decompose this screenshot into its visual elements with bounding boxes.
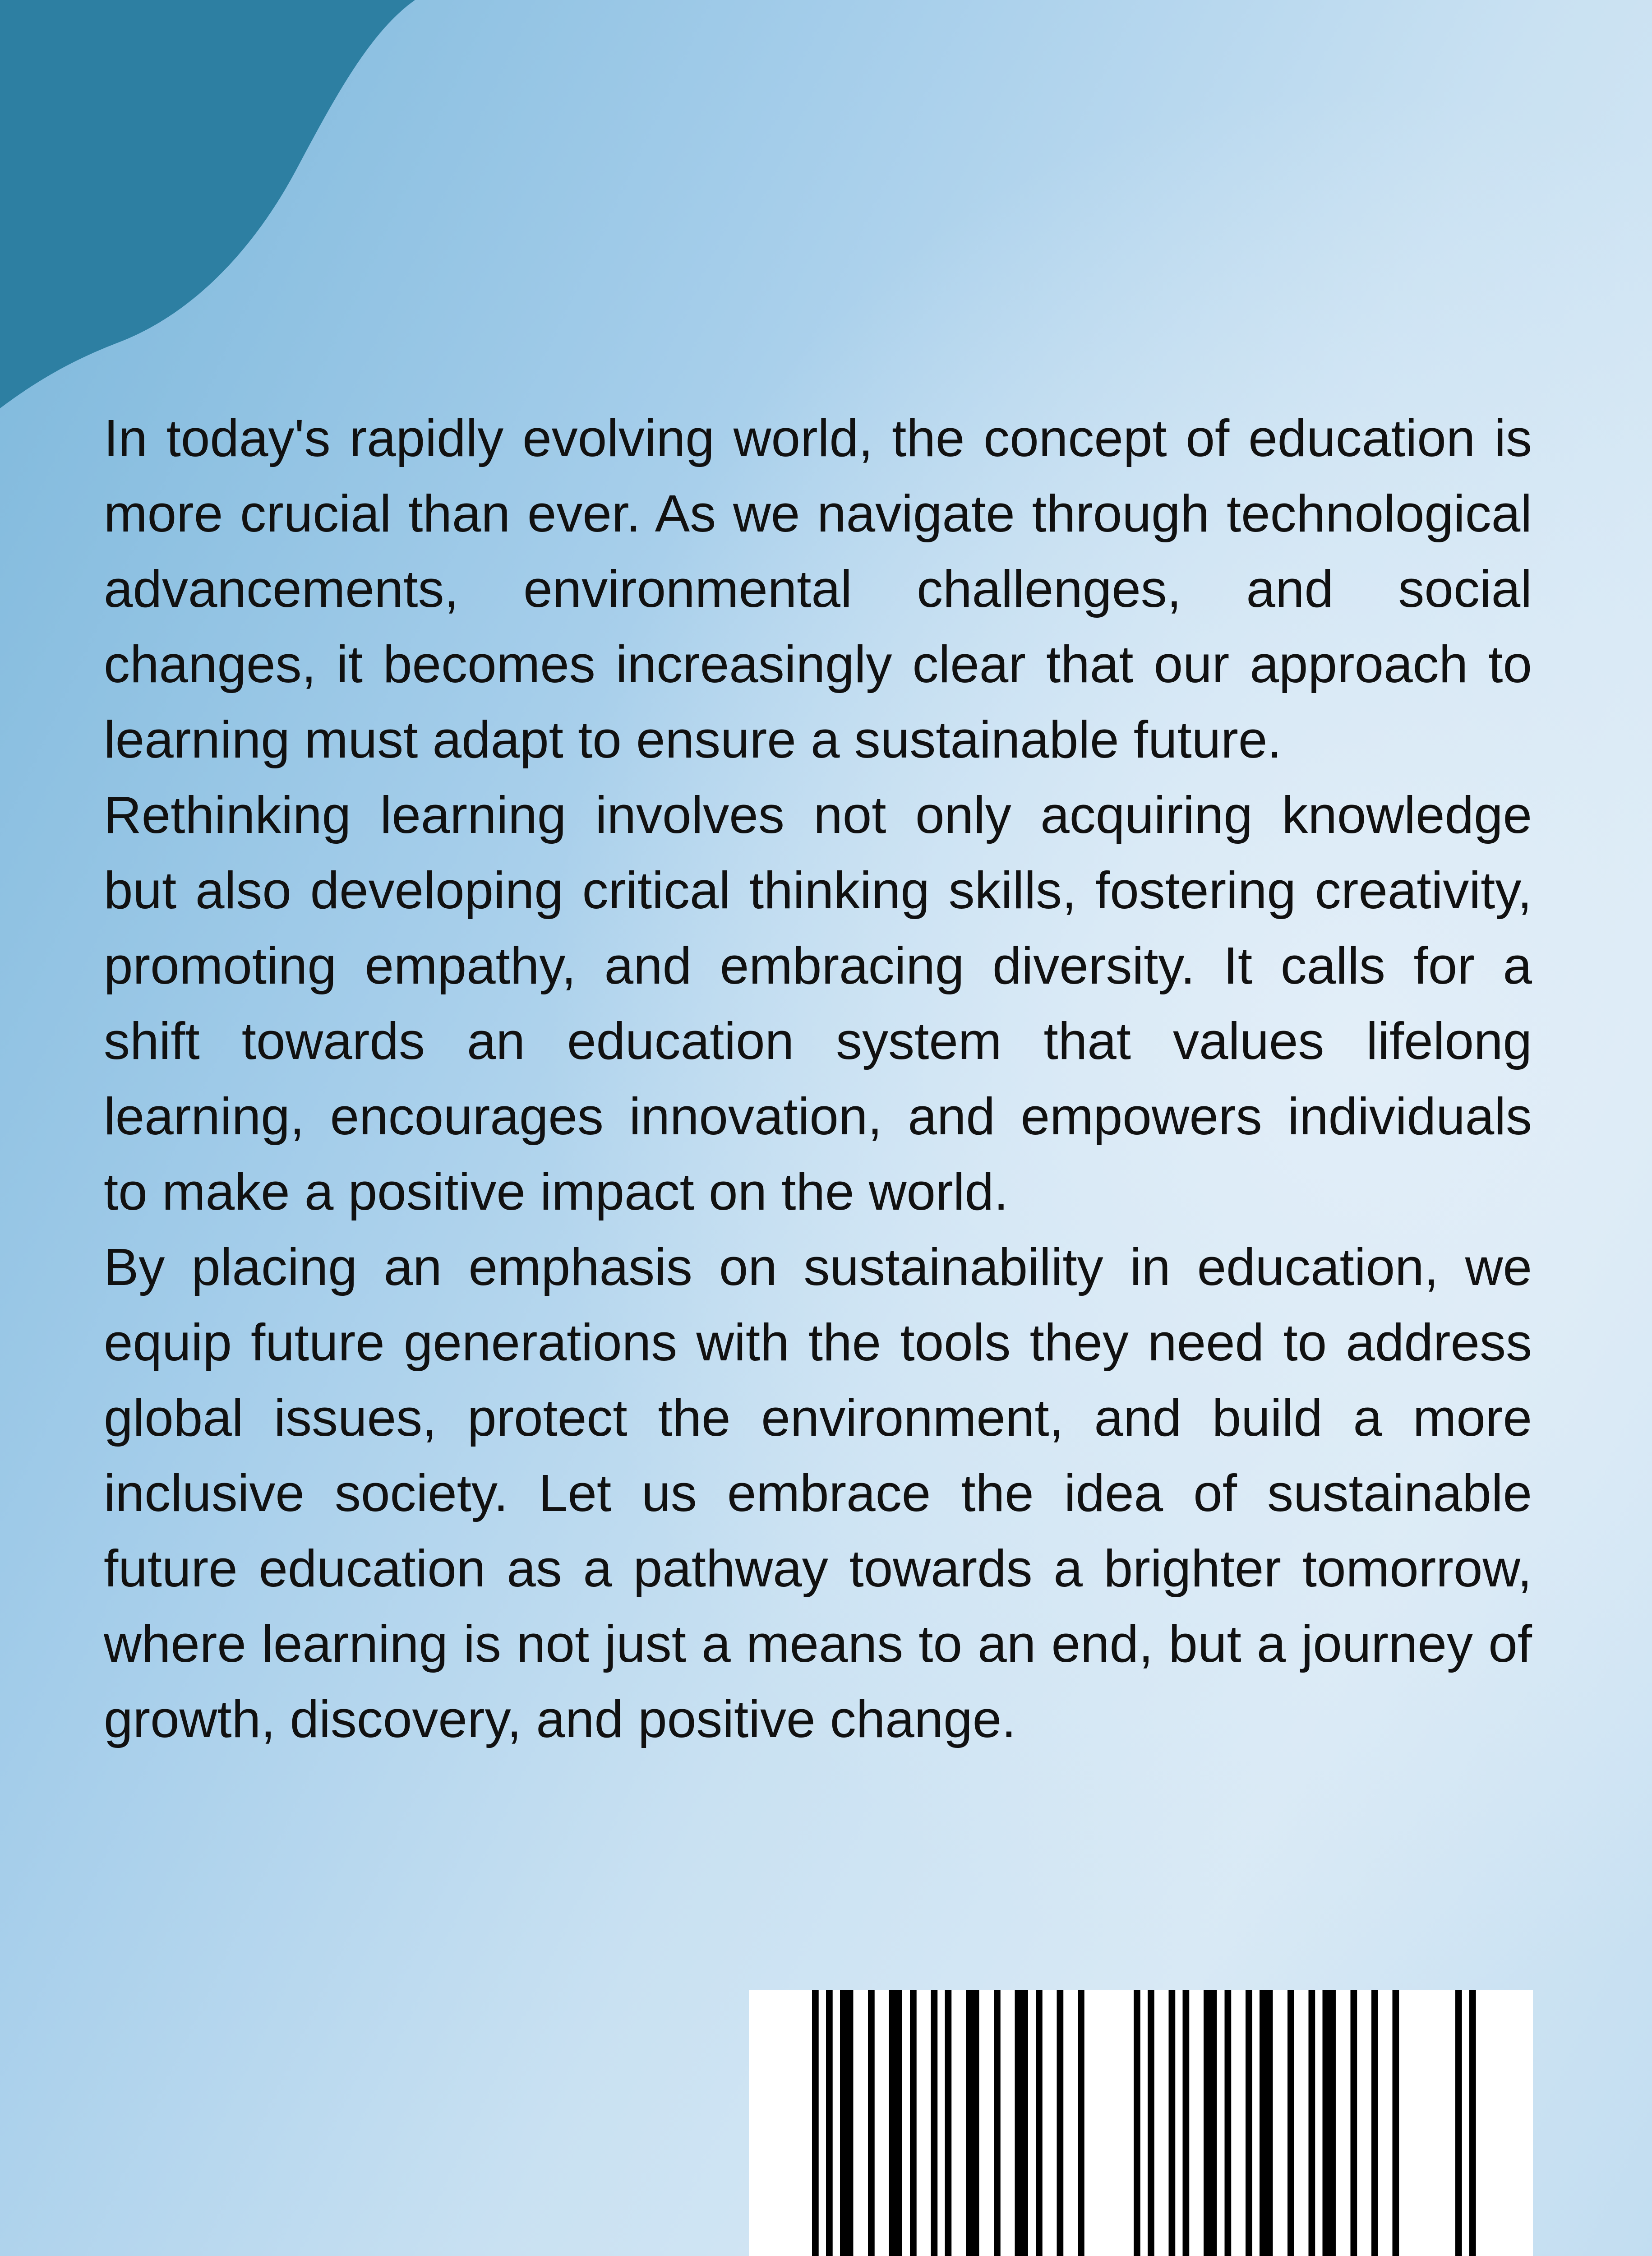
barcode-bar: [1393, 1990, 1399, 2256]
barcode-guard-bar: [826, 1990, 833, 2256]
barcode-bar: [1183, 1990, 1190, 2256]
barcode-bar: [1287, 1990, 1294, 2256]
barcode-bar: [1351, 1990, 1357, 2256]
barcode-bar: [945, 1990, 952, 2256]
barcode-guard-bar: [1148, 1990, 1154, 2256]
barcode-bar: [1204, 1990, 1217, 2256]
blurb-paragraph-1: In today's rapidly evolving world, the concept of education is more crucial than ever. As we navigate through technological advancements, environmental challenges, and social changes, it becomes increasingly clear that our approach to learning must adapt to ensure a sustainable future.: [104, 409, 1532, 769]
barcode-guard-bar: [812, 1990, 819, 2256]
corner-wave-shape: [0, 0, 415, 411]
barcode-bar: [966, 1990, 979, 2256]
barcode-bar: [1057, 1990, 1064, 2256]
barcode-bar: [910, 1990, 917, 2256]
barcode-bar: [1169, 1990, 1176, 2256]
barcode-bar: [1015, 1990, 1028, 2256]
barcode-bar: [994, 1990, 1001, 2256]
barcode-guard-bar: [1469, 1990, 1476, 2256]
isbn-barcode: [749, 1990, 1533, 2256]
back-cover-blurb: [104, 401, 1532, 1757]
blurb-paragraph-3: By placing an emphasis on sustainability in education, we equip future generations with the tools they need to address global issues, protect the environment, and build a more inclusive society. Let us embrace the idea of sustainable future education as a pathway towards a brighter tomorrow, where learning is not just a means to an end, but a journey of growth, discovery, and positive change.: [104, 1238, 1532, 1748]
barcode-bar: [1323, 1990, 1336, 2256]
barcode-bar: [1078, 1990, 1084, 2256]
barcode-bar: [889, 1990, 902, 2256]
barcode-bar: [1246, 1990, 1252, 2256]
barcode-guard-bar: [1455, 1990, 1462, 2256]
barcode-bar: [1260, 1990, 1273, 2256]
barcode-bar: [1036, 1990, 1043, 2256]
blurb-paragraph-2: Rethinking learning involves not only acquiring knowledge but also developing critical thinking skills, fostering creativity, promoting empathy, and embracing diversity. It calls for a shift towards an education system that values lifelong learning, encourages innovation, and empowers individuals to make a positive impact on the world.: [104, 786, 1532, 1221]
barcode-bar: [1309, 1990, 1315, 2256]
barcode-guard-bar: [1134, 1990, 1140, 2256]
barcode-bar: [931, 1990, 938, 2256]
corner-wave-path: [0, 0, 415, 408]
barcode-bars: [749, 1990, 1533, 2256]
barcode-bar: [1225, 1990, 1232, 2256]
barcode-bar: [840, 1990, 853, 2256]
barcode-bar: [868, 1990, 875, 2256]
barcode-bar: [1371, 1990, 1378, 2256]
